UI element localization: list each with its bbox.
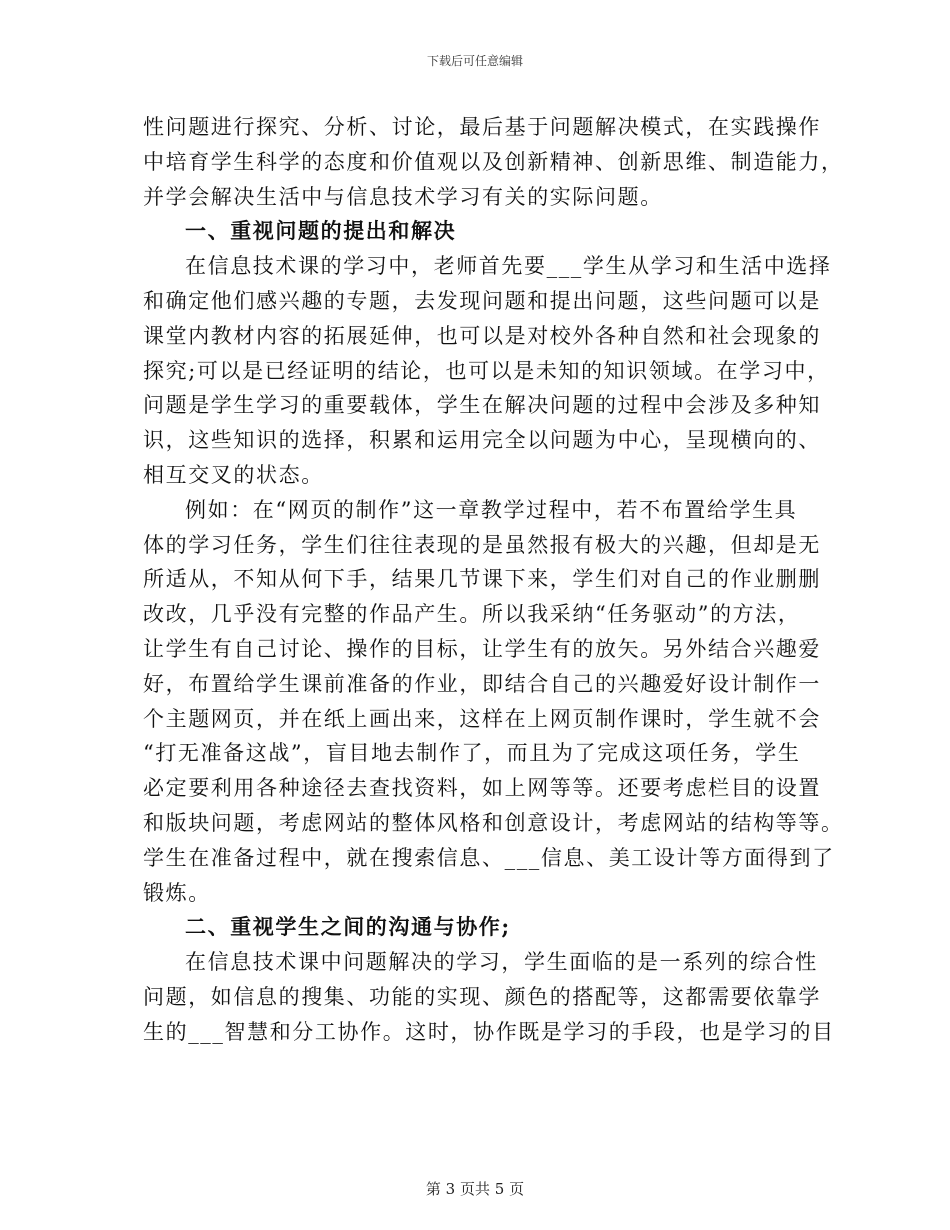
text-line: 问题，如信息的搜集、功能的实现、颜色的搭配等，这都需要依靠学 bbox=[143, 984, 821, 1009]
page-footer: 第 3 页共 5 页 bbox=[425, 1180, 525, 1198]
header-note: 下载后可任意编辑 bbox=[426, 54, 523, 68]
text-line: 在信息技术课中问题解决的学习，学生面临的是一系列的综合性 bbox=[185, 950, 818, 975]
text-line: 性问题进行探究、分析、讨论，最后基于问题解决模式，在实践操作 bbox=[143, 115, 821, 139]
section-heading bbox=[143, 214, 811, 249]
text-line: 课堂内教材内容的拓展延伸，也可以是对校外各种自然和社会现象的 bbox=[143, 323, 821, 348]
text-line: 和版块问题，考虑网站的整体风格和创意设计，考虑网站的结构等等。 bbox=[143, 810, 844, 835]
text-line: 相互交叉的状态。 bbox=[143, 462, 324, 487]
text-line: 生的___智慧和分工协作。这时，协作既是学习的手段，也是学习的目 bbox=[143, 1019, 835, 1044]
text-line: 必定要利用各种途径去查找资料，如上网等等。还要考虑栏目的设置 bbox=[143, 776, 821, 801]
paragraph bbox=[143, 249, 832, 493]
text-line: 问题是学生学习的重要载体，学生在解决问题的过程中会涉及多种知 bbox=[143, 393, 821, 418]
text-line: 二、重视学生之间的沟通与协作; bbox=[185, 914, 511, 940]
text-line: 个主题网页，并在纸上画出来，这样在上网页制作课时，学生就不会 bbox=[143, 706, 821, 731]
text-line: 并学会解决生活中与信息技术学习有关的实际问题。 bbox=[143, 184, 663, 209]
document-body bbox=[143, 110, 844, 1050]
paragraph bbox=[143, 493, 844, 911]
text-line: 一、重视问题的提出和解决 bbox=[185, 218, 457, 244]
text-line: 所适从，不知从何下手，结果几节课下来，学生们对自己的作业删删 bbox=[143, 567, 821, 592]
text-line: 体的学习任务，学生们往往表现的是虽然报有极大的兴趣，但却是无 bbox=[143, 532, 821, 557]
paragraph bbox=[143, 945, 835, 1049]
text-line: 让学生有自己讨论、操作的目标，让学生有的放矢。另外结合兴趣爱 bbox=[143, 636, 821, 661]
text-line: 例如：在“网页的制作”这一章教学过程中，若不布置给学生具 bbox=[185, 497, 798, 522]
paragraph bbox=[143, 110, 844, 214]
text-line: 和确定他们感兴趣的专题，去发现问题和提出问题，这些问题可以是 bbox=[143, 288, 821, 313]
section-heading bbox=[143, 910, 811, 945]
text-line: 学生在准备过程中，就在搜索信息、___信息、美工设计等方面得到了 bbox=[143, 845, 835, 870]
text-line: 好，布置给学生课前准备的作业，即结合自己的兴趣爱好设计制作一 bbox=[143, 671, 821, 696]
text-line: 识，这些知识的选择，积累和运用完全以问题为中心，呈现横向的、 bbox=[143, 428, 821, 453]
text-line: 中培育学生科学的态度和价值观以及创新精神、创新思维、制造能力， bbox=[143, 149, 844, 174]
text-line: “打无准备这战”，盲目地去制作了，而且为了完成这项任务，学生 bbox=[143, 741, 801, 766]
text-line: 锻炼。 bbox=[143, 880, 211, 905]
text-line: 改改，几乎没有完整的作品产生。所以我采纳“任务驱动”的方法， bbox=[143, 602, 801, 627]
text-line: 探究;可以是已经证明的结论，也可以是未知的知识领域。在学习中， bbox=[143, 358, 830, 383]
text-line: 在信息技术课的学习中，老师首先要___学生从学习和生活中选择 bbox=[185, 254, 832, 279]
